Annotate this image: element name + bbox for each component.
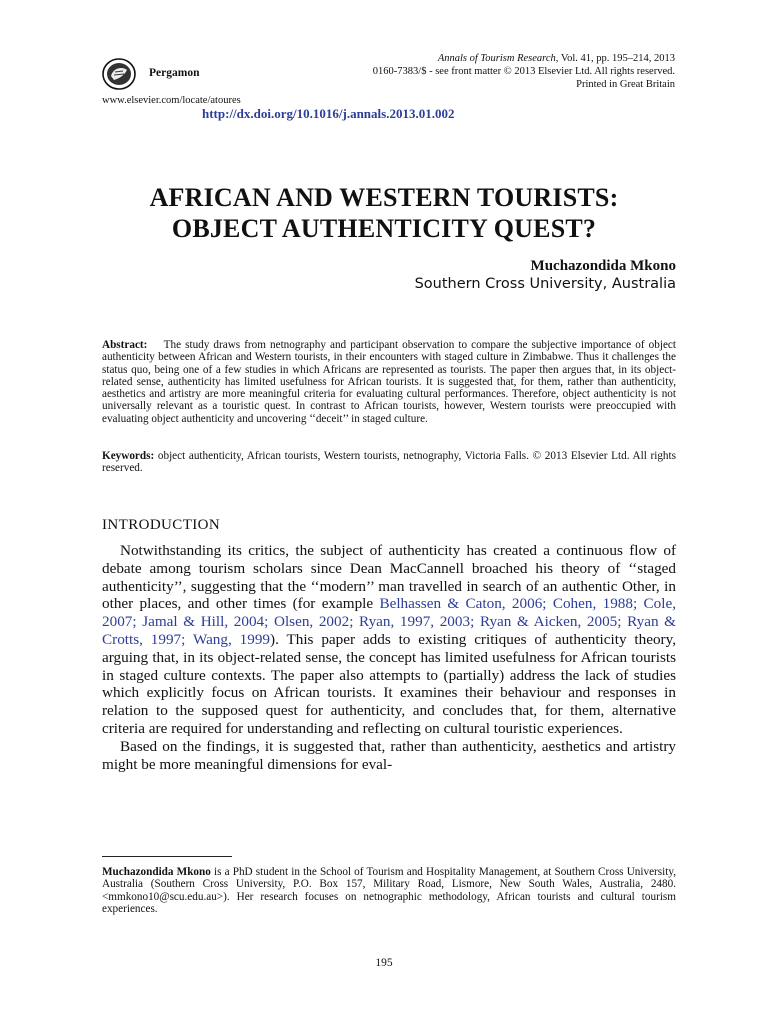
author-footnote — [102, 866, 676, 915]
printed-line: Printed in Great Britain — [576, 79, 675, 90]
page-number: 195 — [375, 957, 393, 969]
journal-details: , Vol. 41, pp. 195–214, 2013 — [555, 53, 675, 64]
keywords-text: object authenticity, African tourists, Western tourists, netnography, Victoria Falls. © 2013 Elsevier Ltd. All rights reserved. — [102, 450, 676, 475]
introduction-body — [102, 542, 676, 773]
article-title — [90, 182, 678, 244]
pergamon-logo-icon — [102, 58, 136, 90]
title-line-2: OBJECT AUTHENTICITY QUEST? — [171, 214, 597, 243]
abstract-label: Abstract: — [102, 339, 148, 351]
keywords — [102, 450, 676, 475]
publisher-name: Pergamon — [149, 67, 200, 79]
journal-site-link[interactable]: www.elsevier.com/locate/atoures — [102, 95, 241, 106]
section-heading-introduction: INTRODUCTION — [102, 517, 221, 533]
paragraph-text: ). This paper adds to existing critiques of authenticity theory, arguing that, in its object-related sense, the concept has limited usefulness for African tourists in staged culture contexts. The paper also attempts to (partially) address the lack of studies which explicitly focus on African tourists. It examines their behaviour and responses in relation to the supposed quest for authenticity, and concludes that, for them, alternative criteria are required for understanding and reflecting on cultural touristic experiences. — [102, 630, 676, 737]
title-line-1: AFRICAN AND WESTERN TOURISTS: — [149, 183, 619, 212]
paragraph-text: Notwithstanding its critics, the subject of authenticity has created a continuous flow of debate among tourism scholars since Dean MacCannell broached his theory of ‘‘staged authenticity’’, suggesting that the ‘‘modern’’ man travelled in search of an authentic Other, in other places, and other times (for example — [102, 542, 676, 613]
journal-name: Annals of Tourism Research — [437, 53, 556, 64]
journal-meta — [315, 52, 675, 91]
author-name: Muchazondida Mkono — [530, 258, 676, 274]
author-affiliation: Southern Cross University, Australia — [414, 276, 676, 292]
doi-link[interactable]: http://dx.doi.org/10.1016/j.annals.2013.01.002 — [202, 106, 455, 121]
abstract — [102, 339, 676, 425]
paragraph: Based on the findings, it is suggested that, rather than authenticity, aesthetics and artistry might be more meaningful dimensions for eval- — [102, 737, 676, 773]
footnote-divider — [102, 856, 232, 857]
paragraph — [102, 542, 676, 738]
footnote-text: is a PhD student in the School of Tourism and Hospitality Management, at Southern Cross University, Australia (Southern Cross University, P.O. Box 157, Military Road, Lismore, New South Wales, Australia, 2480. <mmkono10@scu.edu.au>). Her research focuses on netnographic methodology, African tourists and cultural tourism experiences. — [102, 866, 676, 915]
citation-links[interactable]: Belhassen & Caton, 2006; Cohen, 1988; Cole, 2007; Jamal & Hill, 2004; Olsen, 2002; Ryan, 1997, 2003; Ryan & Aicken, 2005; Ryan & Crotts, 1997; Wang, 1999 — [102, 595, 676, 648]
abstract-text: The study draws from netnography and participant observation to compare the subjective importance of object authenticity between African and Western tourists, in their encounters with staged culture in Zimbabwe. Thus it challenges the status quo, being one of a few studies in which Africans are represented as tourists. The paper then argues that, in its object-related sense, authenticity has limited usefulness for African tourists. It is suggested that, for them, rather than authenticity, aesthetics and artistry are more meaningful criteria for evaluating cultural performances. Therefore, object authenticity is not universally relevant as a touristic quest. In contrast to African tourists, however, Western tourists were preoccupied with evaluating object authenticity and uncovering ‘‘deceit’’ in staged culture. — [102, 339, 677, 425]
footnote-author: Muchazondida Mkono — [102, 866, 211, 878]
keywords-label: Keywords: — [102, 450, 155, 462]
copyright-line: 0160-7383/$ - see front matter © 2013 Elsevier Ltd. All rights reserved. — [372, 66, 675, 77]
